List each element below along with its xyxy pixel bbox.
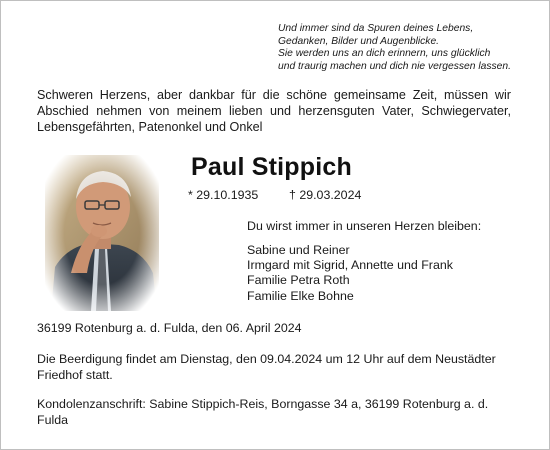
condolence-address: Kondolenzanschrift: Sabine Stippich-Reis, Borngasse 34 a, 36199 Rotenburg a. d. Fulda <box>37 397 489 427</box>
death-date: † 29.03.2024 <box>289 188 362 202</box>
intro-paragraph: Schweren Herzens, aber dankbar für die schöne gemeinsame Zeit, müssen wir Abschied nehmen von meinem lieben und herzensguten Vater, Schwiegervater, Lebensgefährten, Patenonkel und Onkel <box>37 88 511 134</box>
poem-line: Und immer sind da Spuren deines Lebens, <box>278 23 474 34</box>
memory-line: Du wirst immer in unseren Herzen bleiben: <box>247 219 482 233</box>
mourner-entry: Familie Petra Roth <box>247 273 350 288</box>
funeral-info: Die Beerdigung findet am Dienstag, den 09.04.2024 um 12 Uhr auf dem Neustädter Friedhof statt. <box>37 352 496 382</box>
poem-line: Gedanken, Bilder und Augenblicke. <box>278 35 440 47</box>
place-and-date: 36199 Rotenburg a. d. Fulda, den 06. April 2024 <box>37 321 302 335</box>
deceased-name: Paul Stippich <box>191 153 352 181</box>
mourner-entry: Sabine und Reiner <box>247 243 350 257</box>
poem-line: Sie werden uns an dich erinnern, uns glücklich <box>278 48 491 60</box>
mourner-entry: Familie Elke Bohne <box>247 288 354 303</box>
memorial-poem <box>278 23 516 73</box>
birth-date: * 29.10.1935 <box>188 188 259 202</box>
poem-line: und traurig machen und dich nie vergessen lassen. <box>278 60 511 72</box>
mourner-entry: Irmgard mit Sigrid, Annette und Frank <box>247 258 453 273</box>
mourners-list <box>247 243 453 304</box>
portrait-photo <box>45 155 159 311</box>
